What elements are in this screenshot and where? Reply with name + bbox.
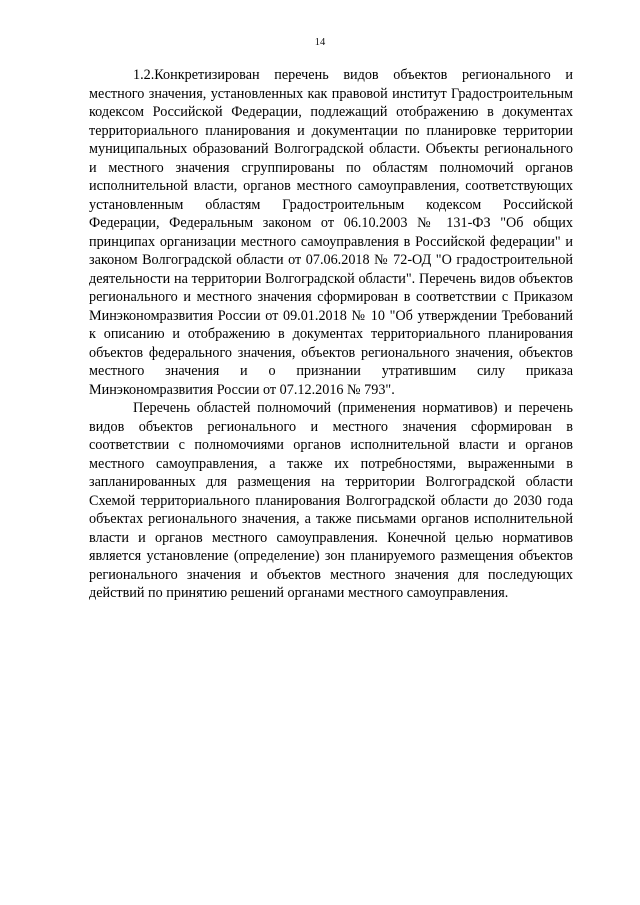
page-number: 14: [314, 37, 326, 48]
paragraph-2: Перечень областей полномочий (применения нормативов) и перечень видов объектов регионального и местного значения сформирован в соответствии с полномочиями органов исполнительной власти и органов местного самоуправления, а также их потребностями, выраженными в запланированных для размещения на территории Волгоградской области Схемой территориального планирования Волгоградской области до 2030 года объектах регионального значения, а также письмами органов исполнительной власти и органов местного самоуправления. Конечной целью нормативов является установление (определение) зон планируемого размещения объектов регионального значения и объектов местного значения для последующих действий по принятию решений органами местного самоуправления.: [89, 400, 573, 601]
paragraph-1: 1.2.Конкретизирован перечень видов объектов регионального и местного значения, установленных как правовой институт Градостроительным кодексом Российской Федерации, подлежащий отображению в документах территориального планирования и документации по планировке территории муниципальных образований Волгоградской области. Объекты регионального и местного значения сгруппированы по областям полномочий органов исполнительной власти, органов местного самоуправления, соответствующих установленным областям Градостроительным кодексом Российской Федерации, Федеральным законом от 06.10.2003 № 131-ФЗ "Об общих принципах организации местного самоуправления в Российской федерации" и законом Волгоградской области от 07.06.2018 № 72-ОД "О градостроительной деятельности на территории Волгоградской области". Перечень видов объектов регионального и местного значения сформирован в соответствии с Приказом Минэкономразвития России от 09.01.2018 № 10 "Об утверждении Требований к описанию и отображению в документах территориального планирования объектов федерального значения, объектов регионального значения, объектов местного значения и о признании утратившим силу приказа Минэкономразвития России от 07.12.2016 № 793".: [89, 67, 573, 398]
document-body: [89, 66, 573, 603]
